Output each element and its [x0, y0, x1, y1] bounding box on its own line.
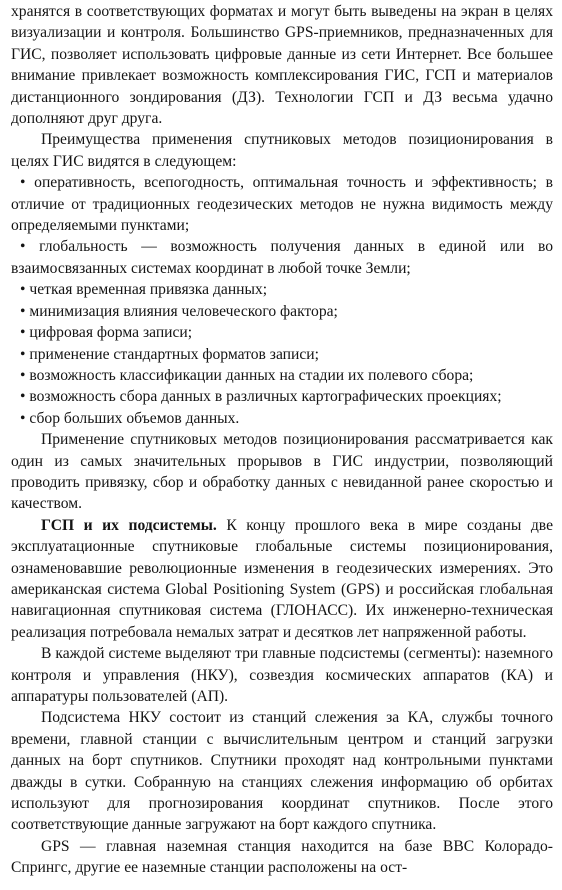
paragraph-gnss-systems-text: К концу прошлого века в мире созданы две эксплуатационные спутниковые глобальные системы позиционирования, ознаменовавшие революционные изменения в геодезических измерениях. Это американская система Global Positioning System (GPS) и российская глобальная навигационная спутниковая система (ГЛОНАСС). Их инженерно-техническая реализация потребовала немалых затрат и десятков лет напряженной работы.: [11, 516, 553, 641]
list-item-digital-form: • цифровая форма записи;: [11, 322, 553, 343]
list-item-projections: • возможность сбора данных в различных картографических проекциях;: [11, 386, 553, 407]
list-item-standard-formats: • применение стандартных форматов записи;: [11, 344, 553, 365]
list-item-classification: • возможность классификации данных на стадии их полевого сбора;: [11, 365, 553, 386]
paragraph-gis-data-formats: хранятся в соответствующих форматах и могут быть выведены на экран в целях визуализации и контроля. Большинство GPS-приемников, предназначенных для ГИС, позволяет использовать цифровые данные из сети Интернет. Все большее внимание привлекает возможность комплексирования ГИС, ГСП и материалов дистанционного зондирования (ДЗ). Технологии ГСП и ДЗ весьма удачно дополняют друг друга.: [11, 3, 553, 128]
list-item-large-volumes: • сбор больших объемов данных.: [11, 408, 553, 429]
paragraph-breakthrough: Применение спутниковых методов позиционирования рассматривается как один из самых значительных прорывов в ГИС индустрии, позволяющий проводить привязку, сбор и обработку данных с невиданной ранее скоростью и качеством.: [11, 431, 553, 513]
list-item-time-reference: • четкая временная привязка данных;: [11, 279, 553, 300]
list-item-globality: • глобальность — возможность получения данных в единой или во взаимосвязанных системах координат в любой точке Земли;: [11, 236, 553, 279]
paragraph-advantages-intro: Преимущества применения спутниковых методов позиционирования в целях ГИС видятся в следующем:: [11, 131, 553, 170]
paragraph-ground-control: Подсистема НКУ состоит из станций слежения за КА, службы точного времени, главной станции с вычислительным центром и станций загрузки данных на борт спутников. Спутники проходят над контрольными пунктами дважды в сутки. Собранную на станциях слежения информацию об орбитах используют для прогнозирования координат спутников. После этого соответствующие данные загружают на борт каждого спутника.: [11, 709, 553, 834]
paragraph-three-subsystems: В каждой системе выделяют три главные подсистемы (сегменты): наземного контроля и управления (НКУ), созвездия космических аппаратов (КА) и аппаратуры пользователей (АП).: [11, 645, 553, 705]
paragraph-gps-stations: GPS — главная наземная станция находится на базе ВВС Колорадо-Спрингс, другие ее наземные станции расположены на ост-: [11, 837, 553, 877]
list-item-efficiency: • оперативность, всепогодность, оптимальная точность и эффективность; в отличие от традиционных геодезических методов не нужна видимость между определяемыми пунктами;: [11, 172, 553, 236]
section-heading-gnss-subsystems: ГСП и их подсистемы.: [41, 516, 217, 534]
list-item-human-factor: • минимизация влияния человеческого фактора;: [11, 301, 553, 322]
paragraph-gnss-systems: [11, 515, 553, 643]
